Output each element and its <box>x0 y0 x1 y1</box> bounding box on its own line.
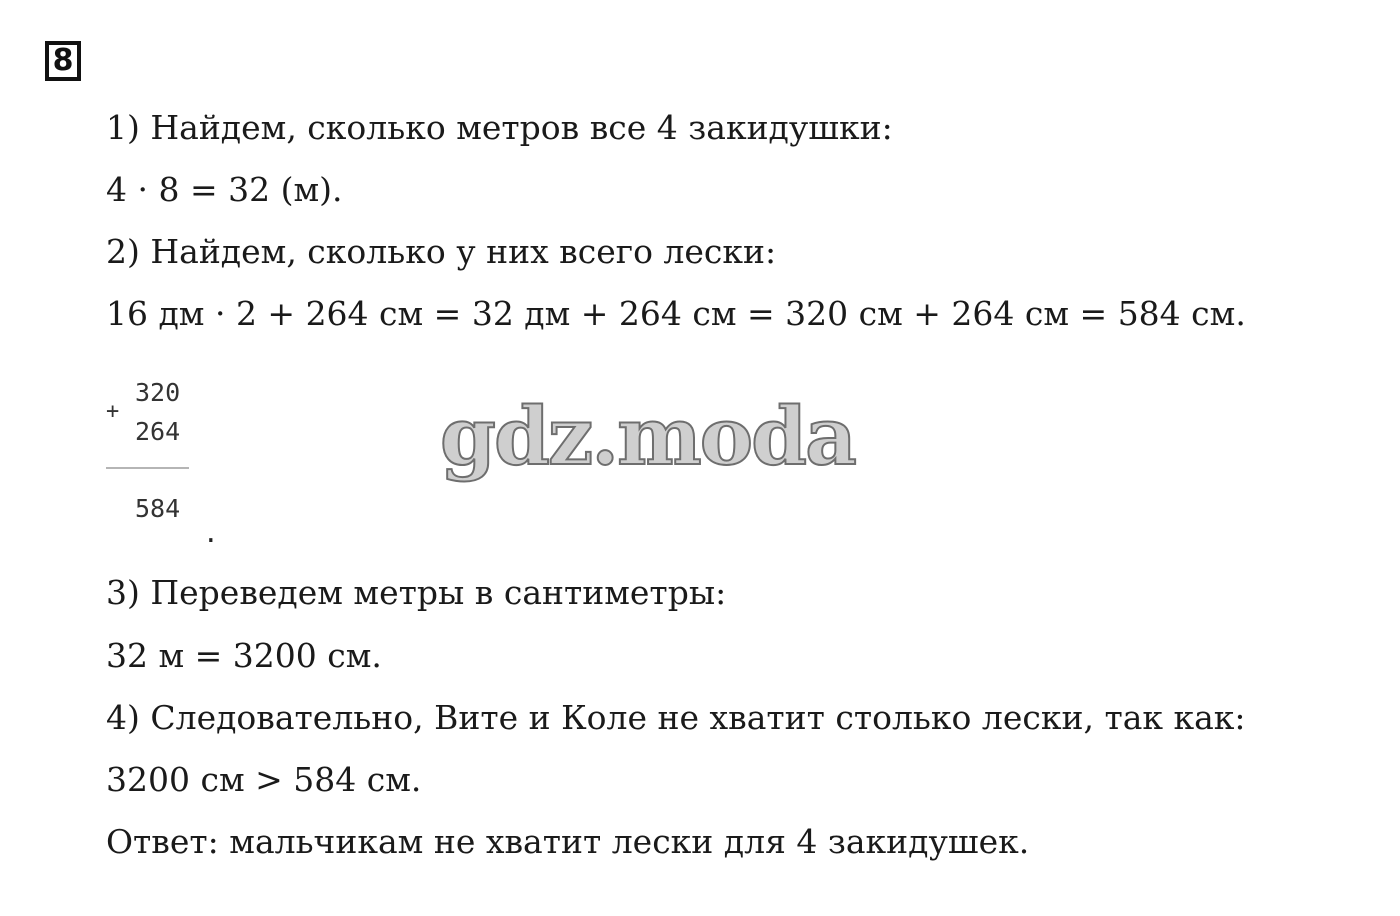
step1-text: 1) Найдем, сколько метров все 4 закидушки: <box>106 108 893 147</box>
step1-calculation: 4 · 8 = 32 (м). <box>106 170 343 209</box>
step2-text: 2) Найдем, сколько у них всего лески: <box>106 232 777 271</box>
step3-calculation: 32 м = 3200 см. <box>106 636 382 675</box>
trailing-period: . <box>203 519 219 549</box>
task-number-badge: 8 <box>45 41 81 81</box>
step3-text: 3) Переведем метры в сантиметры: <box>106 573 727 612</box>
step4-text: 4) Следовательно, Вите и Коле не хватит столько лески, так как: <box>106 698 1246 737</box>
plus-sign: + <box>106 399 120 424</box>
column-addition <box>104 374 224 554</box>
sum-divider-line <box>106 467 189 469</box>
addend-2: 264 <box>135 417 181 446</box>
addend-1: 320 <box>135 378 181 407</box>
answer-text: Ответ: мальчикам не хватит лески для 4 закидушек. <box>106 822 1030 861</box>
sum-result: 584 <box>135 494 181 523</box>
step4-calculation: 3200 см > 584 см. <box>106 760 422 799</box>
watermark-logo: gdz.moda <box>440 389 855 483</box>
step2-calculation: 16 дм · 2 + 264 см = 32 дм + 264 см = 320 см + 264 см = 584 см. <box>106 294 1246 333</box>
